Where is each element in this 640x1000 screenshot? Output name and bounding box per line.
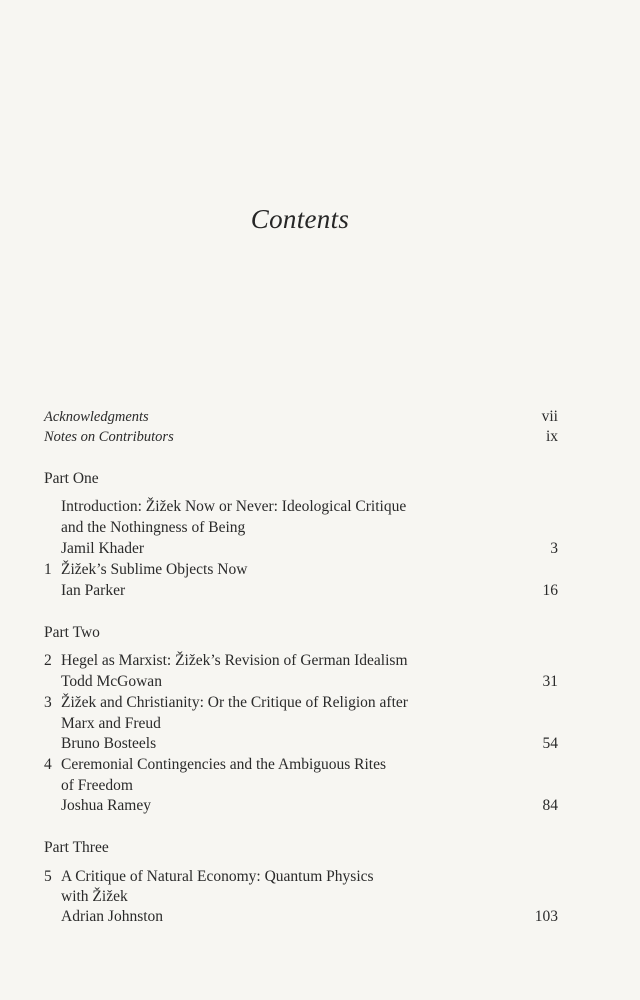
toc-entry-title-line: and the Nothingness of Being xyxy=(61,519,246,536)
toc-page-number: vii xyxy=(541,408,558,425)
chapter-number: 3 xyxy=(44,694,52,711)
toc-page-number: 31 xyxy=(542,673,558,690)
toc-entry-title-line: Introduction: Žižek Now or Never: Ideological Critique xyxy=(61,498,407,515)
toc-entry-author: Bruno Bosteels 54 xyxy=(61,735,558,752)
toc-entry-label: Notes on Contributors xyxy=(44,429,174,445)
toc-entry-title-line: 1 Žižek’s Sublime Objects Now xyxy=(44,561,248,578)
toc-entry-title-line: 4 Ceremonial Contingencies and the Ambiguous Rites xyxy=(44,756,387,773)
chapter-number: 1 xyxy=(44,561,52,578)
toc-page-number: ix xyxy=(545,428,558,445)
toc-entry-author: Jamil Khader 3 xyxy=(61,540,558,557)
toc-entry-title-line: 2 Hegel as Marxist: Žižek’s Revision of German Idealism xyxy=(44,652,408,669)
chapter-number: 4 xyxy=(44,756,52,773)
toc-entry-title-line: Marx and Freud xyxy=(61,715,161,732)
toc-entry-author: Ian Parker 16 xyxy=(61,582,558,599)
page-title: Contents xyxy=(250,204,350,234)
toc-entry-acknowledgments xyxy=(44,407,558,427)
part-heading: Part Two xyxy=(44,624,100,641)
chapter-number: 2 xyxy=(44,652,52,669)
toc-entry-title-line: with Žižek xyxy=(61,888,128,905)
toc-entry-author: Adrian Johnston 103 xyxy=(61,908,558,925)
toc-entry-author: Joshua Ramey 84 xyxy=(61,797,558,814)
toc-entry-notes-on-contributors xyxy=(44,427,558,447)
toc-page-number: 16 xyxy=(542,582,558,599)
toc-entry-title-line: 5 A Critique of Natural Economy: Quantum Physics xyxy=(44,868,374,885)
chapter-number: 5 xyxy=(44,868,52,885)
toc-page-number: 54 xyxy=(542,735,558,752)
toc-page-number: 84 xyxy=(542,797,558,814)
toc-entry-author: Todd McGowan 31 xyxy=(61,673,558,690)
toc-entry-title-line: of Freedom xyxy=(61,777,133,794)
toc-page-number: 3 xyxy=(550,540,558,557)
toc-entry-label: Acknowledgments xyxy=(44,409,149,425)
toc-entry-title-line: 3 Žižek and Christianity: Or the Critique of Religion after xyxy=(44,694,408,711)
toc-page-number: 103 xyxy=(534,908,558,925)
part-heading: Part Three xyxy=(44,839,109,856)
part-heading: Part One xyxy=(44,470,99,487)
